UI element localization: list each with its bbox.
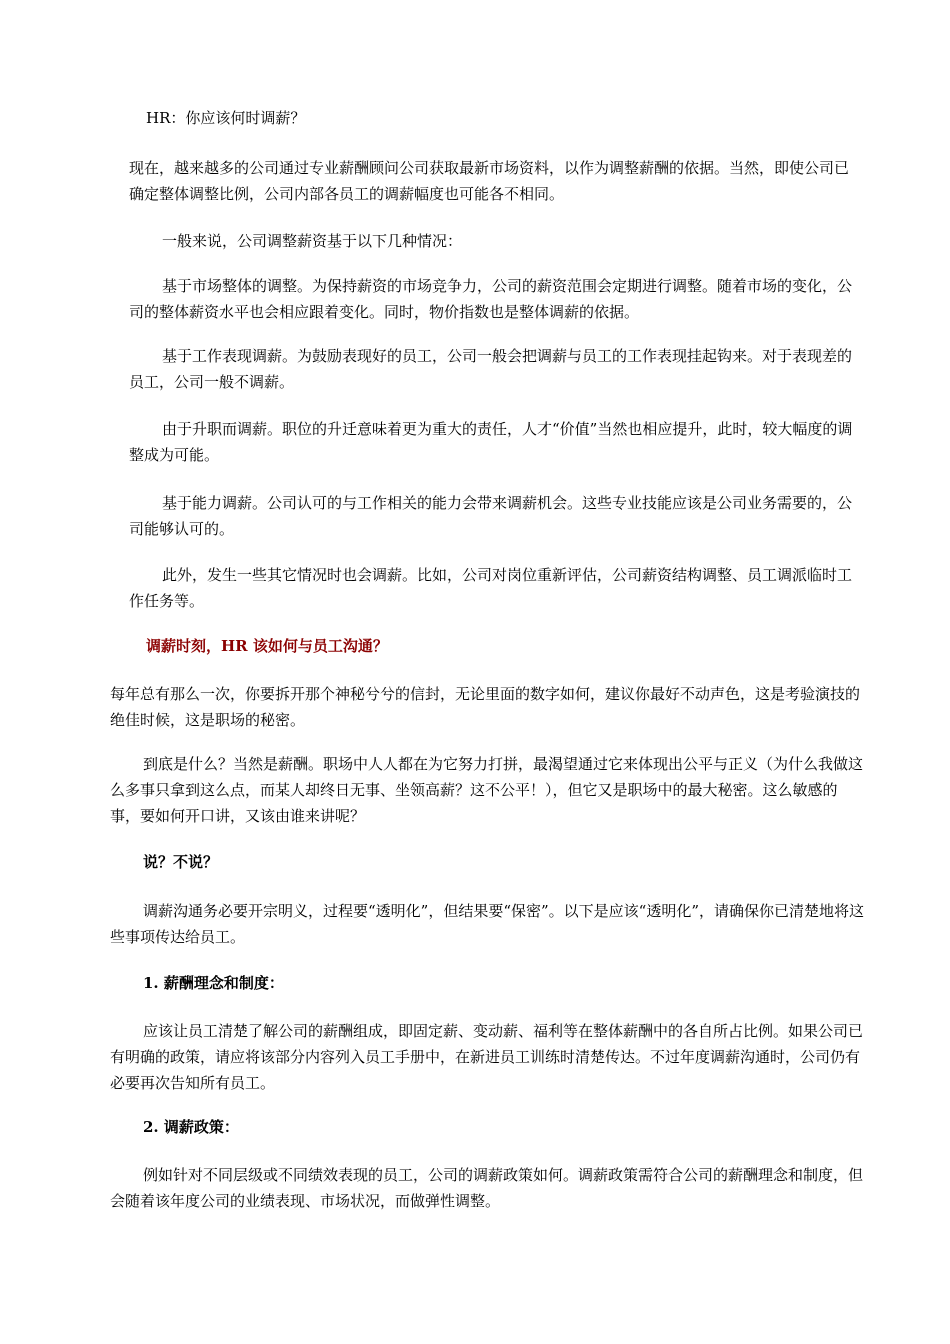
paragraph-intro: 现在，越来越多的公司通过专业薪酬顾问公司获取最新市场资料，以作为调整薪酬的依据。当然，即使公司已确定整体调整比例，公司内部各员工的调薪幅度也可能各不相同。 xyxy=(129,159,850,203)
paragraph-other: 此外，发生一些其它情况时也会调薪。比如，公司对岗位重新评估，公司薪资结构调整、员工调派临时工作任务等。 xyxy=(129,566,853,610)
paragraph-what-is-it: 到底是什么？当然是薪酬。职场中人人都在为它努力打拼，最渴望通过它来体现出公平与正义（为什么我做这么多事只拿到这么点，而某人却终日无事、坐领高薪？这不公平！），但它又是职场中的最大秘密。这么敏感的事，要如何开口讲，又该由谁来讲呢？ xyxy=(110,755,864,825)
paragraph-ability: 基于能力调薪。公司认可的与工作相关的能力会带来调薪机会。这些专业技能应该是公司业务需要的，公司能够认可的。 xyxy=(129,494,853,538)
item1-body: 应该让员工清楚了解公司的薪酬组成，即固定薪、变动薪、福利等在整体薪酬中的各自所占比例。如果公司已有明确的政策，请应将该部分内容列入员工手册中，在新进员工训练时清楚传达。不过年度调薪沟通时，公司仍有必要再次告知所有员工。 xyxy=(110,1022,864,1092)
paragraph-transparent: 调薪沟通务必要开宗明义，过程要“透明化”，但结果要“保密”。以下是应该“透明化”，请确保你已清楚地将这些事项传达给员工。 xyxy=(110,902,865,946)
item2-heading: 2. 调薪政策： xyxy=(143,1118,239,1136)
paragraph-envelope: 每年总有那么一次，你要拆开那个神秘兮兮的信封，无论里面的数字如何，建议你最好不动声色，这是考验演技的绝佳时候，这是职场的秘密。 xyxy=(110,685,861,729)
paragraph-market: 基于市场整体的调整。为保持薪资的市场竞争力，公司的薪资范围会定期进行调整。随着市场的变化，公司的整体薪资水平也会相应跟着变化。同时，物价指数也是整体调薪的依据。 xyxy=(129,277,853,321)
item2-body: 例如针对不同层级或不同绩效表现的员工，公司的调薪政策如何。调薪政策需符合公司的薪酬理念和制度，但会随着该年度公司的业绩表现、市场状况，而做弹性调整。 xyxy=(110,1166,864,1210)
subheading-say-or-not: 说？不说？ xyxy=(143,853,219,871)
document-title: HR：你应该何时调薪？ xyxy=(146,109,306,127)
paragraph-general: 一般来说，公司调整薪资基于以下几种情况： xyxy=(162,232,463,250)
paragraph-performance: 基于工作表现调薪。为鼓励表现好的员工，公司一般会把调薪与员工的工作表现挂起钩来。对于表现差的员工，公司一般不调薪。 xyxy=(129,347,853,391)
paragraph-promotion: 由于升职而调薪。职位的升迁意味着更为重大的责任，人才“价值”当然也相应提升，此时，较大幅度的调整成为可能。 xyxy=(129,420,853,464)
section-heading: 调薪时刻，HR 该如何与员工沟通？ xyxy=(146,637,388,655)
item1-heading: 1. 薪酬理念和制度： xyxy=(143,974,284,992)
